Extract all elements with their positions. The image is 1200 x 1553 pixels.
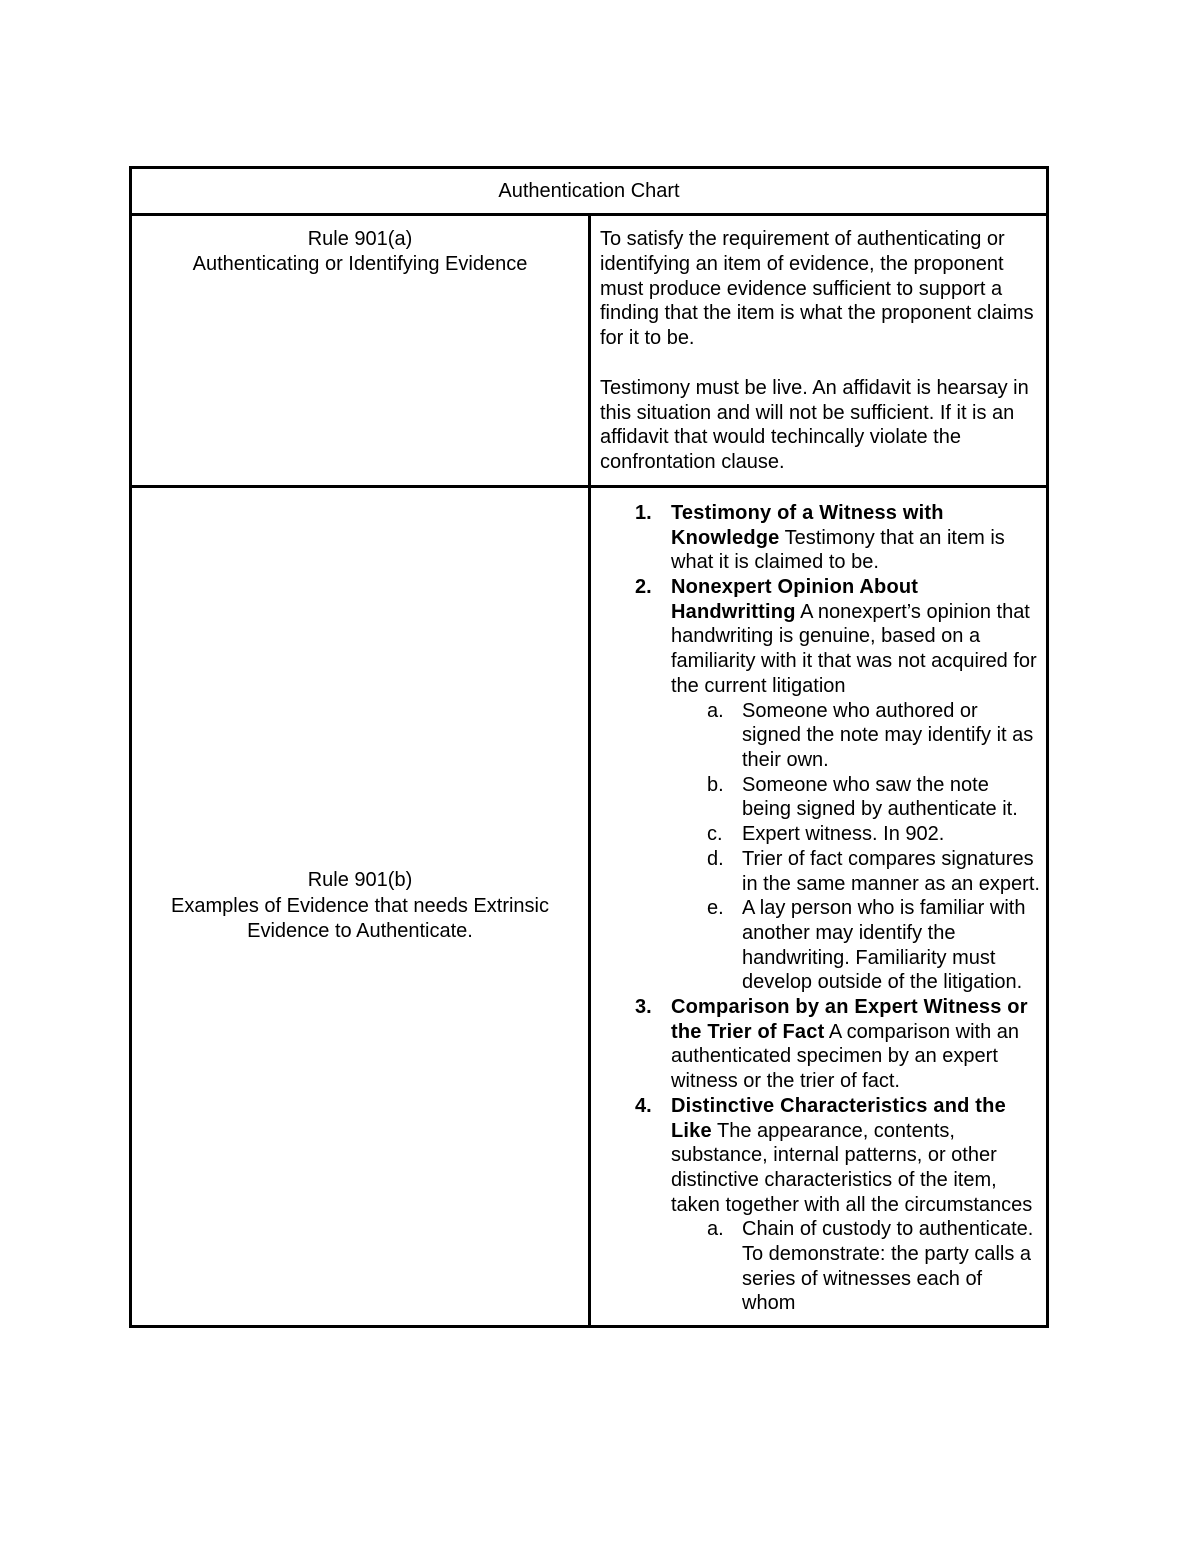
sub-list-item bbox=[671, 822, 1040, 847]
rule-901b-heading: Rule 901(b) bbox=[307, 869, 413, 892]
title-row bbox=[131, 168, 1048, 215]
sub-list-item bbox=[671, 699, 1040, 773]
sub-list bbox=[671, 699, 1040, 995]
list-item bbox=[591, 575, 1040, 995]
sub-list-item-text: Chain of custody to authenticate. To demonstrate: the party calls a series of witnesses each of whom bbox=[742, 1218, 1034, 1315]
rule-901b-subheading: Examples of Evidence that needs Extrinsic Evidence to Authenticate. bbox=[171, 894, 549, 943]
chart-title: Authentication Chart bbox=[131, 168, 1048, 215]
sub-list-item bbox=[671, 847, 1040, 896]
rule-901a-subheading: Authenticating or Identifying Evidence bbox=[192, 252, 528, 275]
sub-list-item-letter: c. bbox=[707, 823, 723, 846]
rule-901b-row bbox=[131, 486, 1048, 1326]
rule-901b-label-cell bbox=[131, 486, 590, 1326]
rule-901a-paragraph: To satisfy the requirement of authenticating or identifying an item of evidence, the proponent must produce evidence sufficient to support a finding that the item is what the proponent claims for it to be. bbox=[600, 228, 1034, 350]
list-item bbox=[591, 995, 1040, 1094]
sub-list-item bbox=[671, 1217, 1040, 1316]
list-item-term: Nonexpert Opinion About Handwritting bbox=[671, 576, 919, 623]
sub-list-item-letter: a. bbox=[707, 699, 724, 722]
rule-901a-heading: Rule 901(a) bbox=[307, 228, 413, 250]
examples-list bbox=[591, 501, 1040, 1316]
list-item bbox=[591, 501, 1040, 575]
sub-list-item-text: Expert witness. In 902. bbox=[742, 823, 945, 846]
list-item-number: 4. bbox=[635, 1094, 652, 1117]
list-item-term: Testimony of a Witness with Knowledge bbox=[671, 501, 944, 549]
sub-list-item-letter: b. bbox=[707, 773, 724, 796]
list-item-number: 3. bbox=[635, 996, 652, 1019]
list-item-text: A nonexpert’s opinion that handwriting is genuine, based on a familiarity with it that was not acquired for the current litigation bbox=[671, 600, 1037, 697]
sub-list-item-letter: e. bbox=[707, 897, 724, 920]
list-item-number: 2. bbox=[635, 576, 652, 599]
sub-list-item-text: Someone who authored or signed the note may identify it as their own. bbox=[742, 699, 1034, 771]
sub-list-item-text: Someone who saw the note being signed by authenticate it. bbox=[742, 773, 1018, 821]
list-item bbox=[591, 1094, 1040, 1316]
list-item-number: 1. bbox=[635, 501, 652, 524]
rule-901b-examples-cell bbox=[590, 486, 1048, 1326]
authentication-chart-table bbox=[129, 166, 1049, 1328]
list-item-term: Comparison by an Expert Witness or the Trier of Fact bbox=[671, 996, 1028, 1043]
rule-901a-row bbox=[131, 215, 1048, 487]
sub-list-item-text: A lay person who is familiar with another may identify the handwriting. Familiarity must develop outside of the litigation. bbox=[742, 897, 1026, 994]
sub-list-item-letter: a. bbox=[707, 1218, 724, 1241]
list-item-text: Testimony that an item is what it is claimed to be. bbox=[671, 526, 1005, 574]
sub-list-item-letter: d. bbox=[707, 847, 724, 870]
sub-list-item-text: Trier of fact compares signatures in the same manner as an expert. bbox=[742, 847, 1040, 895]
rule-901a-paragraph: Testimony must be live. An affidavit is hearsay in this situation and will not be sufficient. If it is an affidavit that would techincally violate the confrontation clause. bbox=[600, 376, 1029, 474]
list-item-text: A comparison with an authenticated specimen by an expert witness or the trier of fact. bbox=[671, 1020, 1019, 1093]
rule-901a-label-cell bbox=[131, 215, 590, 487]
list-item-text: The appearance, contents, substance, internal patterns, or other distinctive characteristics of the item, taken together with all the circumstances bbox=[671, 1119, 1033, 1216]
sub-list-item bbox=[671, 773, 1040, 822]
list-item-term: Distinctive Characteristics and the Like bbox=[671, 1094, 1006, 1142]
sub-list-item bbox=[671, 896, 1040, 995]
rule-901a-description-cell bbox=[590, 215, 1048, 487]
sub-list bbox=[671, 1217, 1040, 1316]
